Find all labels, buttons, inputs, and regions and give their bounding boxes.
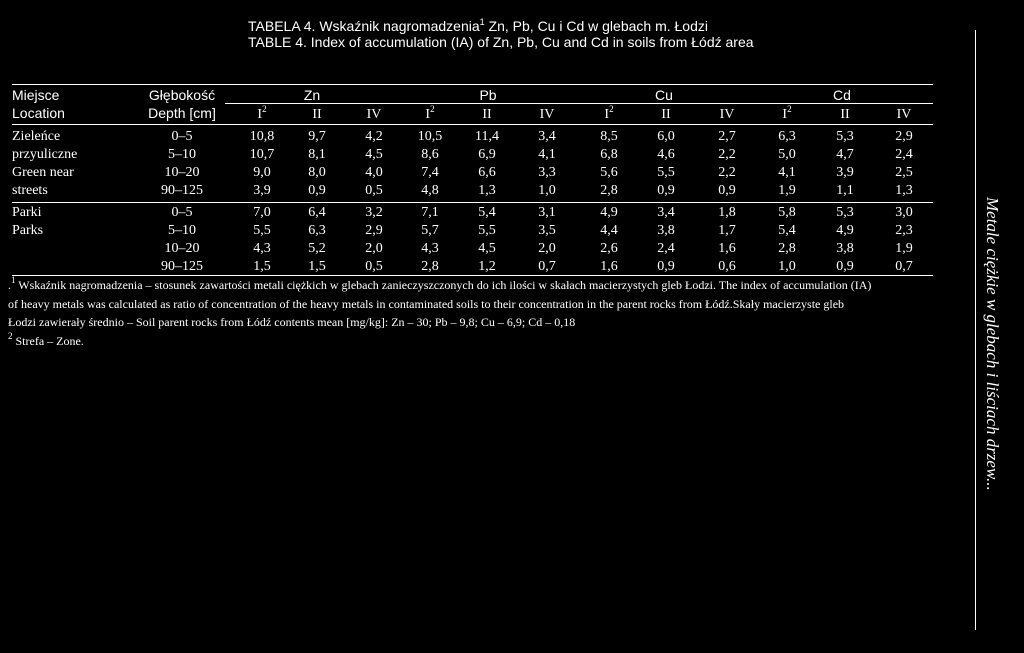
table-cell: 4,0 — [365, 165, 383, 180]
table-title-en: TABLE 4. Index of accumulation (IA) of Zn, Pb, Cu and Cd in soils from Łódź area — [248, 34, 754, 50]
footnotes — [8, 276, 953, 350]
table-cell: 2,4 — [657, 241, 675, 256]
table-cell: 4,5 — [478, 241, 496, 256]
table-cell: 0,5 — [365, 259, 383, 274]
table-cell: 2,0 — [365, 241, 383, 256]
table-cell: 11,4 — [475, 129, 499, 144]
table-cell: 1,5 — [308, 259, 326, 274]
table-cell: 4,3 — [253, 241, 271, 256]
table-cell: 4,3 — [421, 241, 439, 256]
zone-label: I — [257, 107, 263, 122]
table-cell: 0,9 — [657, 183, 675, 198]
table-cell: 3,4 — [657, 205, 675, 220]
table-cell: 8,5 — [600, 129, 618, 144]
margin-rule — [975, 30, 976, 630]
table-cell: 3,0 — [895, 205, 913, 220]
table-cell: 3,1 — [538, 205, 556, 220]
zone-header-iv-0: IV — [366, 107, 382, 122]
footnote-2-marker: 2 — [787, 104, 792, 114]
table-cell: 4,6 — [657, 147, 675, 162]
table-cell: 5,5 — [253, 223, 271, 238]
row-depth: 0–5 — [171, 129, 193, 144]
table-cell: 10,8 — [249, 129, 275, 144]
table-cell: 7,0 — [253, 205, 271, 220]
table-cell: 6,3 — [308, 223, 326, 238]
table-cell: 0,5 — [365, 183, 383, 198]
table-cell: 2,4 — [895, 147, 913, 162]
table-cell: 2,8 — [778, 241, 796, 256]
row-depth: 90–125 — [161, 259, 203, 274]
table-cell: 10,5 — [417, 129, 443, 144]
table-cell: 1,1 — [836, 183, 854, 198]
table-cell: 0,9 — [308, 183, 326, 198]
table-cell: 6,0 — [657, 129, 675, 144]
table-cell: 2,0 — [538, 241, 556, 256]
table-cell: 0,9 — [836, 259, 854, 274]
table-cell: 1,8 — [718, 205, 736, 220]
table-cell: 1,3 — [895, 183, 913, 198]
metal-header-pb: Pb — [479, 87, 497, 103]
zone-label: I — [425, 107, 431, 122]
metal-header-cd: Cd — [833, 87, 851, 103]
table-cell: 9,7 — [308, 129, 326, 144]
table-cell: 4,8 — [421, 183, 439, 198]
table-cell: 5,0 — [778, 147, 796, 162]
table-cell: 5,7 — [421, 223, 439, 238]
table-cell: 5,4 — [778, 223, 796, 238]
table-cell: 0,7 — [895, 259, 913, 274]
depth-header-pl: Głębokość — [148, 87, 216, 103]
table-cell: 2,9 — [365, 223, 383, 238]
zone-label: I — [604, 107, 610, 122]
table-cell: 5,5 — [478, 223, 496, 238]
table-cell: 1,3 — [478, 183, 496, 198]
row-location: streets — [12, 183, 48, 198]
table-cell: 3,2 — [365, 205, 383, 220]
row-location: Parks — [12, 223, 44, 238]
table-title-pl: TABELA 4. Wskaźnik nagromadzenia$^1$ Zn, Pb, Cu i Cd w glebach m. Łodzi — [248, 17, 708, 34]
table-cell: 4,7 — [836, 147, 854, 162]
zone-label: I — [782, 107, 788, 122]
table-cell: 8,1 — [308, 147, 326, 162]
table-cell: 1,0 — [538, 183, 556, 198]
row-location: Zieleńce — [12, 129, 61, 144]
table-cell: 5,3 — [836, 205, 854, 220]
zone-header-i-2 — [604, 104, 614, 123]
footnote-2-marker: 2 — [262, 104, 267, 114]
table-cell: 1,0 — [778, 259, 796, 274]
table-cell: 2,3 — [895, 223, 913, 238]
table-cell: 1,9 — [895, 241, 913, 256]
row-location: Parki — [12, 205, 42, 220]
zone-header-iv-1: IV — [539, 107, 555, 122]
table-cell: 6,3 — [778, 129, 796, 144]
zone-header-i-1 — [425, 104, 435, 123]
table-cell: 2,6 — [600, 241, 618, 256]
table-cell: 8,0 — [308, 165, 326, 180]
footnote-1-line-2: of heavy metals was calculated as ratio of concentration of the heavy metals in contaminated soils to their concentration in the parent rocks from Łódź.Skały macierzyste gleb — [8, 296, 845, 311]
table-cell: 1,6 — [718, 241, 736, 256]
table-cell: 6,4 — [308, 205, 326, 220]
table-cell: 4,1 — [538, 147, 556, 162]
table-cell: 5,8 — [778, 205, 796, 220]
table-cell: 4,5 — [365, 147, 383, 162]
table-cell: 9,0 — [253, 165, 271, 180]
table-cell: 0,9 — [718, 183, 736, 198]
metal-header-zn: Zn — [303, 87, 321, 103]
group-separator-rule — [12, 202, 933, 203]
table-cell: 10,7 — [249, 147, 275, 162]
table-top-rule — [12, 84, 933, 85]
zone-header-ii-0: II — [312, 107, 322, 122]
table-cell: 5,6 — [600, 165, 618, 180]
row-depth: 5–10 — [168, 147, 196, 162]
table-cell: 0,9 — [657, 259, 675, 274]
table-cell: 3,8 — [657, 223, 675, 238]
table-cell: 4,2 — [365, 129, 383, 144]
metal-header-cu: Cu — [655, 87, 673, 103]
table-title — [248, 18, 808, 50]
table-cell: 6,6 — [478, 165, 496, 180]
table-cell: 4,9 — [836, 223, 854, 238]
table-cell: 3,4 — [538, 129, 556, 144]
table-cell: 2,2 — [718, 165, 736, 180]
table-cell: 1,6 — [600, 259, 618, 274]
header-bottom-rule — [12, 124, 933, 125]
table-cell: 0,7 — [538, 259, 556, 274]
zone-header-ii-3: II — [840, 107, 850, 122]
table-cell: 3,9 — [253, 183, 271, 198]
table-cell: 2,8 — [600, 183, 618, 198]
table-cell: 3,3 — [538, 165, 556, 180]
table-cell: 2,9 — [895, 129, 913, 144]
zone-header-iv-3: IV — [896, 107, 912, 122]
table-cell: 2,7 — [718, 129, 736, 144]
table-cell: 7,4 — [421, 165, 439, 180]
table-cell: 4,1 — [778, 165, 796, 180]
footnote-2-marker: 2 — [430, 104, 435, 114]
table-cell: 1,5 — [253, 259, 271, 274]
depth-header-en: Depth [cm] — [148, 105, 216, 121]
table-cell: 5,3 — [836, 129, 854, 144]
metal-group-rule — [225, 103, 933, 104]
table-cell: 0,6 — [718, 259, 736, 274]
table-cell: 2,5 — [895, 165, 913, 180]
table-cell: 7,1 — [421, 205, 439, 220]
table-cell: 6,8 — [600, 147, 618, 162]
footnote-1-line-1: .$^1$ Wskaźnik nagromadzenia – stosunek zawartości metali ciężkich w glebach zanieczyszczonych do ich ilości w skałach macierzystych gleb Łodzi. The index of accumulation (IA) — [8, 275, 872, 292]
location-header-pl: Miejsce — [12, 87, 60, 103]
footnote-2-marker: 2 — [609, 104, 614, 114]
table-cell: 5,2 — [308, 241, 326, 256]
zone-header-iv-2: IV — [719, 107, 735, 122]
row-location: Green near — [12, 165, 74, 180]
footnote-2: $^2$ Strefa – Zone. — [8, 330, 84, 348]
location-header-en: Location — [12, 105, 65, 121]
table-cell: 6,9 — [478, 147, 496, 162]
table-cell: 1,7 — [718, 223, 736, 238]
table-cell: 1,2 — [478, 259, 496, 274]
table-cell: 2,2 — [718, 147, 736, 162]
zone-header-ii-2: II — [661, 107, 671, 122]
row-depth: 0–5 — [171, 205, 193, 220]
table-cell: 4,4 — [600, 223, 618, 238]
table-cell: 3,8 — [836, 241, 854, 256]
table-cell: 8,6 — [421, 147, 439, 162]
row-depth: 90–125 — [161, 183, 203, 198]
row-depth: 5–10 — [168, 223, 196, 238]
zone-header-i-0 — [257, 104, 267, 123]
table-cell: 5,5 — [657, 165, 675, 180]
table-cell: 3,9 — [836, 165, 854, 180]
table-cell: 5,4 — [478, 205, 496, 220]
table-cell: 2,8 — [421, 259, 439, 274]
row-depth: 10–20 — [164, 165, 200, 180]
zone-header-ii-1: II — [482, 107, 492, 122]
zone-header-i-3 — [782, 104, 792, 123]
running-title: Metale ciężkie w glebach i liściach drzew... — [983, 197, 1002, 491]
table-cell: 3,5 — [538, 223, 556, 238]
row-location: przyuliczne — [12, 147, 78, 162]
table-cell: 1,9 — [778, 183, 796, 198]
row-depth: 10–20 — [164, 241, 200, 256]
footnote-1-line-3: Łodzi zawierały średnio – Soil parent rocks from Łódź contents mean [mg/kg]: Zn – 30; Pb – 9,8; Cu – 6,9; Cd – 0,18 — [8, 315, 576, 329]
table-cell: 4,9 — [600, 205, 618, 220]
